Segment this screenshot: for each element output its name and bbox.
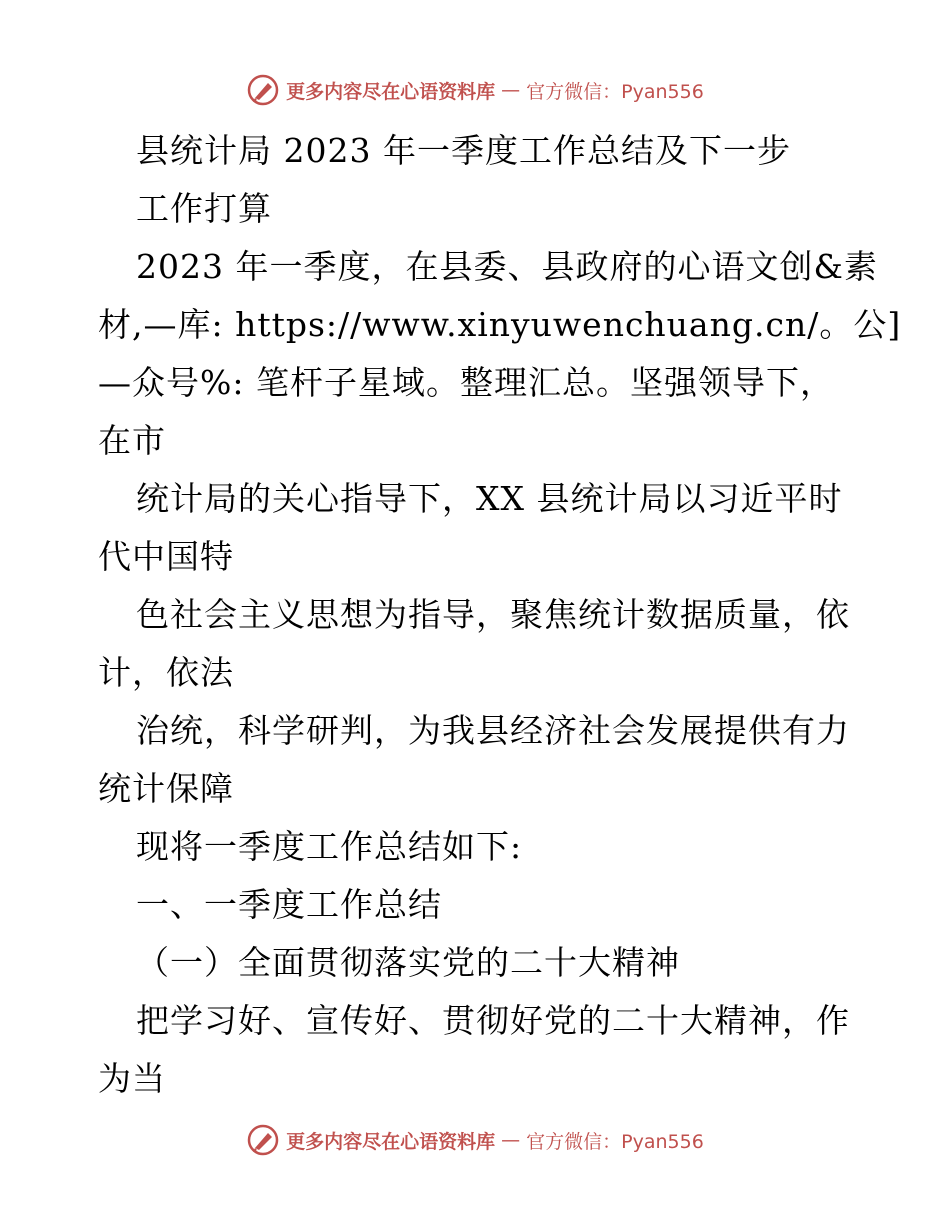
text-line: 统计局的关心指导下，XX 县统计局以习近平时	[136, 479, 843, 518]
text-line: 色社会主义思想为指导，聚焦统计数据质量，依	[136, 595, 850, 634]
watermark-footer	[0, 1120, 950, 1160]
text-line: 代中国特	[98, 537, 234, 576]
text-line: 2023 年一季度，在县委、县政府的心语文创&素	[136, 247, 878, 286]
text-line: 材,—库: https://www.xinyuwenchuang.cn/。公]	[98, 305, 902, 344]
pen-logo-icon	[246, 73, 280, 107]
text-line: 把学习好、宣传好、贯彻好党的二十大精神，作	[136, 1001, 850, 1040]
watermark-main-text: 更多内容尽在心语资料库	[286, 1130, 496, 1153]
watermark-header	[0, 70, 950, 110]
watermark-main-text: 更多内容尽在心语资料库	[286, 80, 496, 103]
text-line: 计，依法	[98, 653, 234, 692]
watermark-separator: —	[501, 1129, 521, 1151]
text-line: 统计保障	[98, 769, 234, 808]
text-line: （一）全面贯彻落实党的二十大精神	[136, 943, 680, 982]
text-line: 工作打算	[136, 189, 272, 228]
text-line: 在市	[98, 421, 166, 460]
text-line: 为当	[98, 1059, 166, 1098]
document-body	[98, 122, 902, 1108]
text-line: 县统计局 2023 年一季度工作总结及下一步	[136, 131, 791, 170]
text-line: 治统，科学研判，为我县经济社会发展提供有力	[136, 711, 850, 750]
watermark-contact: 官方微信：Pyan556	[526, 80, 704, 103]
pen-logo-icon	[246, 1123, 280, 1157]
text-line: —众号%: 笔杆子星域。整理汇总。坚强领导下，	[98, 363, 834, 402]
watermark-separator: —	[501, 79, 521, 101]
text-line: 一、一季度工作总结	[136, 885, 442, 924]
watermark-contact: 官方微信：Pyan556	[526, 1130, 704, 1153]
text-line: 现将一季度工作总结如下:	[136, 827, 523, 866]
